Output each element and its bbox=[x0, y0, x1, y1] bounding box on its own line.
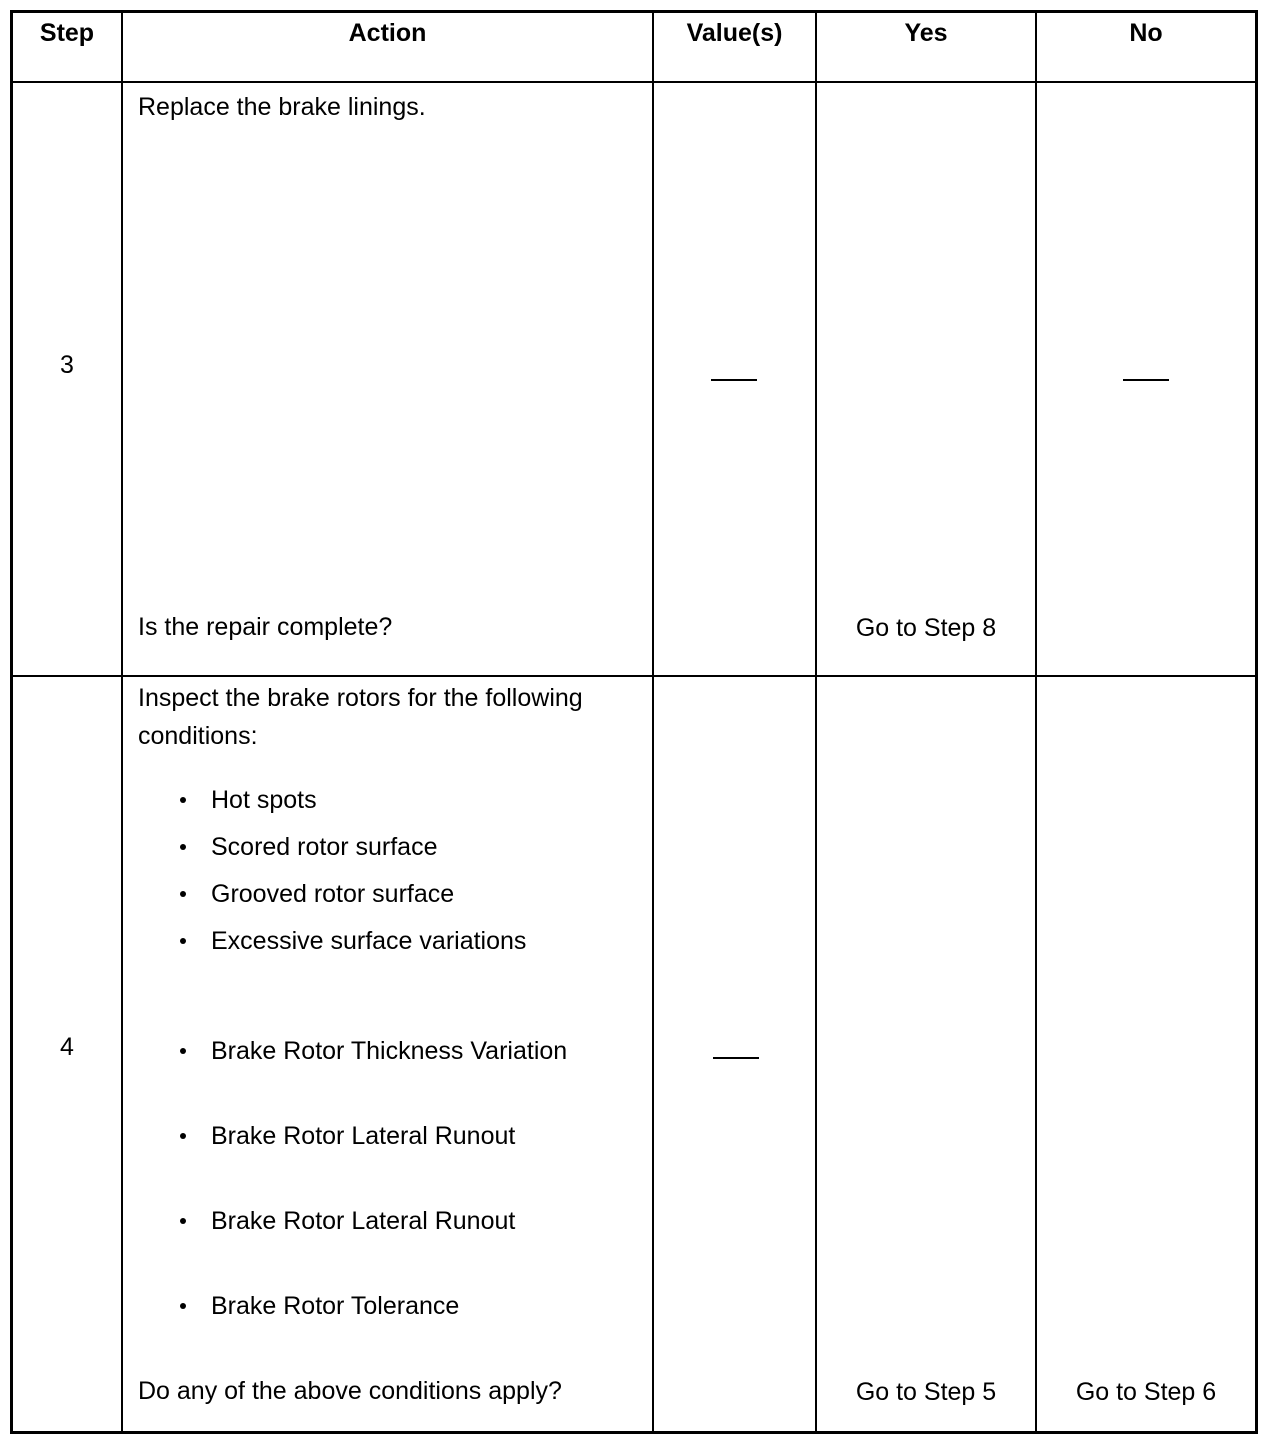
list-item: Brake Rotor Thickness Variation bbox=[211, 1037, 568, 1065]
no-empty-dash bbox=[1123, 379, 1169, 381]
values-empty-dash bbox=[713, 1057, 759, 1059]
bullet-icon bbox=[180, 797, 186, 803]
step-number: 4 bbox=[60, 1033, 74, 1061]
list-item: Brake Rotor Lateral Runout bbox=[211, 1207, 516, 1235]
header-no: No bbox=[1129, 19, 1163, 47]
values-empty-dash bbox=[711, 379, 757, 381]
step-number: 3 bbox=[60, 351, 74, 379]
action-question: Do any of the above conditions apply? bbox=[138, 1377, 562, 1405]
column-divider bbox=[815, 13, 817, 1431]
row-divider bbox=[13, 675, 1255, 677]
yes-outcome: Go to Step 5 bbox=[855, 1378, 997, 1406]
diagnostic-table bbox=[10, 10, 1258, 1434]
column-divider bbox=[1035, 13, 1037, 1431]
list-item: Grooved rotor surface bbox=[211, 880, 455, 908]
list-item: Hot spots bbox=[211, 786, 317, 814]
header-values: Value(s) bbox=[686, 19, 783, 47]
bullet-icon bbox=[180, 844, 186, 850]
row-divider bbox=[13, 81, 1255, 83]
list-item: Scored rotor surface bbox=[211, 833, 438, 861]
bullet-icon bbox=[180, 938, 186, 944]
list-item: Excessive surface variations bbox=[211, 927, 527, 955]
no-outcome: Go to Step 6 bbox=[1075, 1378, 1217, 1406]
header-action: Action bbox=[348, 19, 427, 47]
action-question: Is the repair complete? bbox=[138, 613, 393, 641]
action-text: Replace the brake linings. bbox=[138, 93, 426, 121]
header-step: Step bbox=[39, 19, 95, 47]
header-yes: Yes bbox=[904, 19, 948, 47]
bullet-icon bbox=[180, 1218, 186, 1224]
action-text: Inspect the brake rotors for the following conditions: bbox=[138, 684, 583, 750]
bullet-icon bbox=[180, 1303, 186, 1309]
yes-outcome: Go to Step 8 bbox=[855, 614, 997, 642]
list-item: Brake Rotor Lateral Runout bbox=[211, 1122, 516, 1150]
bullet-icon bbox=[180, 891, 186, 897]
column-divider bbox=[121, 13, 123, 1431]
bullet-icon bbox=[180, 1048, 186, 1054]
list-item: Brake Rotor Tolerance bbox=[211, 1292, 460, 1320]
column-divider bbox=[652, 13, 654, 1431]
bullet-icon bbox=[180, 1133, 186, 1139]
